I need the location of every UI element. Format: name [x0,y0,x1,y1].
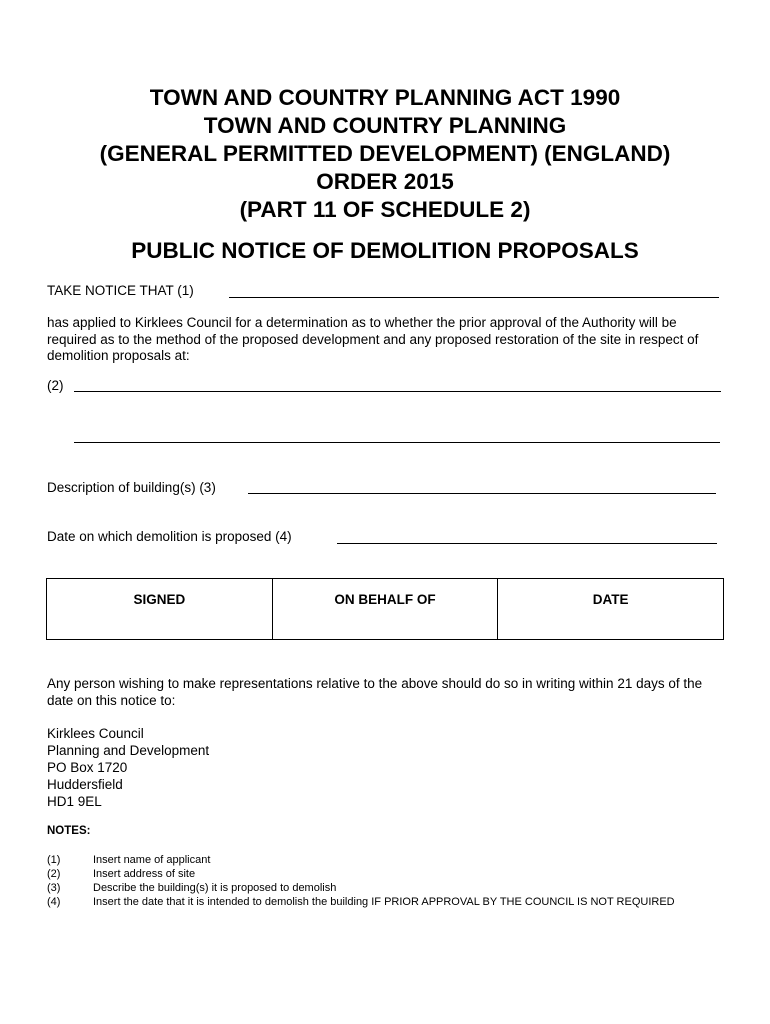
title-line-1: TOWN AND COUNTRY PLANNING ACT 1990 [149,85,621,110]
demolition-date-line[interactable] [337,543,717,544]
applicant-name-line[interactable] [229,297,719,298]
note-item [47,853,727,867]
note-number: (2) [47,868,61,880]
council-address [47,725,209,810]
note-number: (3) [47,882,61,894]
site-address-line-2[interactable] [74,442,720,443]
notes-list [47,853,727,909]
address-line: HD1 9EL [47,794,102,809]
address-line: Huddersfield [47,777,123,792]
note-number: (4) [47,896,61,908]
site-address-line-1[interactable] [74,391,721,392]
take-notice-label: TAKE NOTICE THAT (1) [47,283,194,298]
applied-paragraph: has applied to Kirklees Council for a determination as to whether the prior approval of the Authority will be required as to the method of the proposed development and any proposed restoration of the site in respect of demolition proposals at: [47,315,699,363]
note-text: Describe the building(s) it is proposed to demolish [93,882,337,894]
signature-row [47,579,724,640]
address-line: Planning and Development [47,743,210,758]
title-line-2: TOWN AND COUNTRY PLANNING [203,113,567,138]
title-line-4: ORDER 2015 [316,169,454,194]
address-line: PO Box 1720 [47,760,128,775]
note-number: (1) [47,854,61,866]
building-description-line[interactable] [248,493,716,494]
address-line: Kirklees Council [47,726,144,741]
signature-table [46,578,724,640]
representations-paragraph: Any person wishing to make representations relative to the above should do so in writing within 21 days of the date on this notice to: [47,676,703,708]
description-label: Description of building(s) (3) [47,480,216,495]
date-label: Date on which demolition is proposed (4) [47,529,292,544]
signed-cell[interactable]: SIGNED [47,579,273,640]
note-item [47,895,727,909]
note-text: Insert address of site [93,868,196,880]
title-line-3: (GENERAL PERMITTED DEVELOPMENT) (ENGLAND) [99,141,671,166]
note-item [47,881,727,895]
address-label: (2) [47,378,64,393]
notes-heading: NOTES: [47,825,91,837]
document-title-block [0,84,770,224]
note-text: Insert the date that it is intended to demolish the building IF PRIOR APPROVAL BY THE COUNCIL IS NOT REQUIRED [93,896,675,908]
note-text: Insert name of applicant [93,854,211,866]
note-item [47,867,727,881]
date-cell[interactable]: DATE [498,579,724,640]
notice-heading: PUBLIC NOTICE OF DEMOLITION PROPOSALS [131,238,639,263]
title-line-5: (PART 11 OF SCHEDULE 2) [239,197,531,222]
on-behalf-of-cell[interactable]: ON BEHALF OF [272,579,498,640]
